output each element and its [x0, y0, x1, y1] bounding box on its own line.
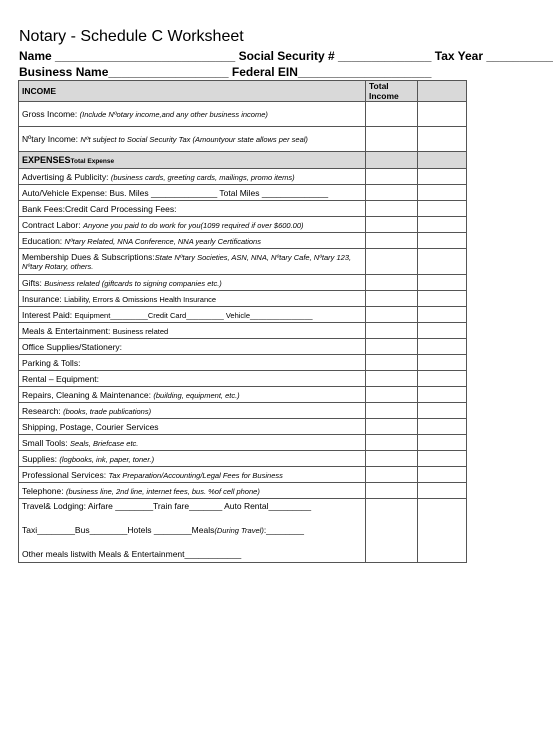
expenses-header-blank-2	[418, 152, 467, 169]
expense-label: Membership Dues & Subscriptions:	[22, 251, 155, 262]
table-row	[19, 419, 467, 435]
expense-amount[interactable]	[366, 355, 418, 371]
table-row	[19, 217, 467, 233]
name-blank[interactable]: ___________________________	[55, 49, 236, 63]
header-line-2	[19, 65, 431, 79]
header-line-1	[19, 49, 553, 63]
expense-label: Supplies:	[22, 453, 60, 464]
gross-income-row	[19, 102, 467, 127]
table-row	[19, 387, 467, 403]
expense-amount[interactable]	[366, 169, 418, 185]
table-row	[19, 307, 467, 323]
expense-amount[interactable]	[366, 371, 418, 387]
notary-income-extra[interactable]	[418, 127, 467, 152]
expense-amount[interactable]	[366, 323, 418, 339]
expense-extra[interactable]	[418, 307, 467, 323]
notary-income-cell	[19, 127, 366, 152]
expense-item-cell	[19, 467, 366, 483]
table-row	[19, 371, 467, 387]
business-name-label: Business Name	[19, 65, 109, 79]
expense-amount[interactable]	[366, 467, 418, 483]
table-row	[19, 483, 467, 499]
expense-item-cell	[19, 291, 366, 307]
expense-label: Meals & Entertainment:	[22, 325, 113, 336]
expense-note: Liability, Errors & Omissions Health Insurance	[64, 294, 217, 304]
table-row	[19, 275, 467, 291]
expense-extra[interactable]	[418, 419, 467, 435]
expense-amount[interactable]	[366, 249, 418, 275]
expense-amount[interactable]	[366, 217, 418, 233]
expense-extra[interactable]	[418, 249, 467, 275]
travel-line-2	[22, 525, 362, 536]
expense-amount[interactable]	[366, 339, 418, 355]
ein-blank[interactable]: ____________________	[297, 65, 432, 79]
expense-extra[interactable]	[418, 323, 467, 339]
expense-note: Business related (giftcards to signing companies etc.)	[44, 278, 222, 288]
ssn-label: Social Security #	[238, 49, 335, 63]
expense-label: Advertising & Publicity:	[22, 171, 111, 182]
name-label: Name	[19, 49, 52, 63]
expense-note: (building, equipment, etc.)	[153, 390, 240, 400]
expense-item-cell	[19, 185, 366, 201]
expense-extra[interactable]	[418, 483, 467, 499]
expense-note: (books, trade publications)	[63, 406, 152, 416]
expense-item-cell	[19, 275, 366, 291]
expense-amount[interactable]	[366, 483, 418, 499]
total-expense-header: Total Expense	[70, 158, 115, 165]
expense-label: Professional Services:	[22, 469, 109, 480]
gross-income-note: (Include Nºotary income,and any other business income)	[79, 110, 268, 119]
expenses-header-cell	[19, 152, 366, 169]
table-row	[19, 201, 467, 217]
total-income-header: Total Income	[366, 81, 418, 102]
expense-item-cell	[19, 339, 366, 355]
expense-extra[interactable]	[418, 371, 467, 387]
expense-amount[interactable]	[366, 201, 418, 217]
expense-note: Tax Preparation/Accounting/Legal Fees for Business	[108, 470, 283, 480]
expense-item-cell	[19, 233, 366, 249]
gross-income-label: Gross Income:	[22, 109, 80, 119]
table-row	[19, 249, 467, 275]
expense-amount[interactable]	[366, 419, 418, 435]
expense-amount[interactable]	[366, 403, 418, 419]
table-row	[19, 291, 467, 307]
worksheet-table	[18, 80, 467, 563]
table-row	[19, 185, 467, 201]
expense-label: Contract Labor:	[22, 219, 83, 230]
ssn-blank[interactable]: ______________	[337, 49, 432, 63]
expense-item-cell	[19, 387, 366, 403]
expense-note: Nºtary Related, NNA Conference, NNA yearly Certifications	[64, 236, 261, 246]
expense-extra[interactable]	[418, 387, 467, 403]
expense-extra[interactable]	[418, 169, 467, 185]
table-row	[19, 403, 467, 419]
expense-note: (business cards, greeting cards, mailings, promo items)	[110, 172, 295, 182]
expense-label: Office Supplies/Stationery:	[22, 341, 123, 352]
expense-item-cell	[19, 435, 366, 451]
table-row	[19, 323, 467, 339]
expense-extra[interactable]	[418, 275, 467, 291]
gross-income-extra[interactable]	[418, 102, 467, 127]
expense-amount[interactable]	[366, 275, 418, 291]
expense-item-cell	[19, 217, 366, 233]
expense-amount[interactable]	[366, 233, 418, 249]
expense-label: Research:	[22, 405, 64, 416]
expense-extra[interactable]	[418, 451, 467, 467]
travel-line-2-a: Taxi________Bus________Hotels ________Meals	[22, 525, 215, 535]
expense-extra[interactable]	[418, 339, 467, 355]
income-header-blank	[418, 81, 467, 102]
travel-line-1: Travel& Lodging: Airfare ________Train fare_______ Auto Rental_________	[22, 501, 312, 511]
notary-income-row	[19, 127, 467, 152]
gross-income-cell	[19, 102, 366, 127]
expense-amount[interactable]	[366, 387, 418, 403]
expense-item-cell	[19, 249, 366, 275]
expense-item-cell	[19, 419, 366, 435]
expense-label: Education:	[22, 235, 65, 246]
table-row	[19, 339, 467, 355]
expense-extra[interactable]	[418, 217, 467, 233]
expense-item-cell	[19, 169, 366, 185]
expense-note: State Nºtary Societies, ASN, NNA, Nºtary Cafe, Nºtary 123, Nºtary Rotary, others.	[22, 252, 352, 271]
expense-extra[interactable]	[418, 201, 467, 217]
expense-extra[interactable]	[418, 403, 467, 419]
tax-year-label: Tax Year	[434, 49, 484, 63]
expense-extra[interactable]	[418, 355, 467, 371]
travel-line-2-b: (During Travel)	[214, 526, 264, 535]
expense-extra[interactable]	[418, 435, 467, 451]
expenses-header-row	[19, 152, 467, 169]
business-name-blank[interactable]: __________________	[108, 65, 229, 79]
expense-label: Auto/Vehicle Expense: Bus. Miles ______________ Total Miles ______________	[22, 187, 329, 198]
expense-item-cell	[19, 403, 366, 419]
travel-cell	[19, 499, 366, 563]
table-row	[19, 233, 467, 249]
expense-label: Small Tools:	[22, 437, 71, 448]
ein-label: Federal EIN	[231, 65, 298, 79]
expense-note: Business related	[112, 326, 169, 336]
expense-item-cell	[19, 355, 366, 371]
expense-item-cell	[19, 323, 366, 339]
income-section-label: INCOME	[19, 81, 366, 102]
expense-extra[interactable]	[418, 467, 467, 483]
gross-income-amount[interactable]	[366, 102, 418, 127]
expense-label: Rental – Equipment:	[22, 373, 100, 384]
expense-extra[interactable]	[418, 185, 467, 201]
expense-amount[interactable]	[366, 185, 418, 201]
table-row	[19, 451, 467, 467]
expense-label: Insurance:	[22, 293, 65, 304]
expense-amount[interactable]	[366, 435, 418, 451]
expense-label: Gifts:	[22, 277, 45, 288]
notary-income-label: Nºtary Income:	[22, 134, 81, 144]
expense-label: Interest Paid:	[22, 309, 75, 320]
expense-extra[interactable]	[418, 233, 467, 249]
expense-label: Telephone:	[22, 485, 66, 496]
expense-amount[interactable]	[366, 307, 418, 323]
expenses-section-label: EXPENSES	[22, 155, 71, 165]
expense-extra[interactable]	[418, 291, 467, 307]
expense-amount[interactable]	[366, 451, 418, 467]
expense-amount[interactable]	[366, 291, 418, 307]
notary-income-note: Nºt subject to Social Security Tax (Amountyour state allows per seal)	[80, 135, 308, 144]
travel-extra[interactable]	[418, 499, 467, 563]
table-row	[19, 169, 467, 185]
expense-note: (business line, 2nd line, internet fees, bus. %of cell phone)	[65, 486, 260, 496]
travel-row	[19, 499, 467, 563]
expense-label: Parking & Tolls:	[22, 357, 81, 368]
expense-item-cell	[19, 307, 366, 323]
expense-item-cell	[19, 371, 366, 387]
expense-note: Seals, Briefcase etc.	[70, 438, 139, 448]
expense-label: Repairs, Cleaning & Maintenance:	[22, 389, 154, 400]
expense-label: Shipping, Postage, Courier Services	[22, 421, 159, 432]
expense-item-cell	[19, 201, 366, 217]
expense-note: Equipment_________Credit Card_________ Vehicle_______________	[74, 310, 313, 320]
travel-line-3: Other meals listwith Meals & Entertainment____________	[22, 549, 242, 559]
expense-item-cell	[19, 483, 366, 499]
table-row	[19, 467, 467, 483]
expense-label: Bank Fees:Credit Card Processing Fees:	[22, 203, 177, 214]
travel-line-2-c: :________	[263, 525, 304, 535]
expenses-header-blank-1	[366, 152, 418, 169]
income-header-row	[19, 81, 467, 102]
travel-amount[interactable]	[366, 499, 418, 563]
table-row	[19, 355, 467, 371]
expense-note: (logbooks, ink, paper, toner.)	[59, 454, 155, 464]
expense-note: Anyone you paid to do work for you(1099 required if over $600.00)	[82, 220, 304, 230]
page-title: Notary - Schedule C Worksheet	[19, 28, 244, 45]
notary-income-amount[interactable]	[366, 127, 418, 152]
tax-year-blank[interactable]: __________	[486, 49, 553, 63]
expense-item-cell	[19, 451, 366, 467]
table-row	[19, 435, 467, 451]
